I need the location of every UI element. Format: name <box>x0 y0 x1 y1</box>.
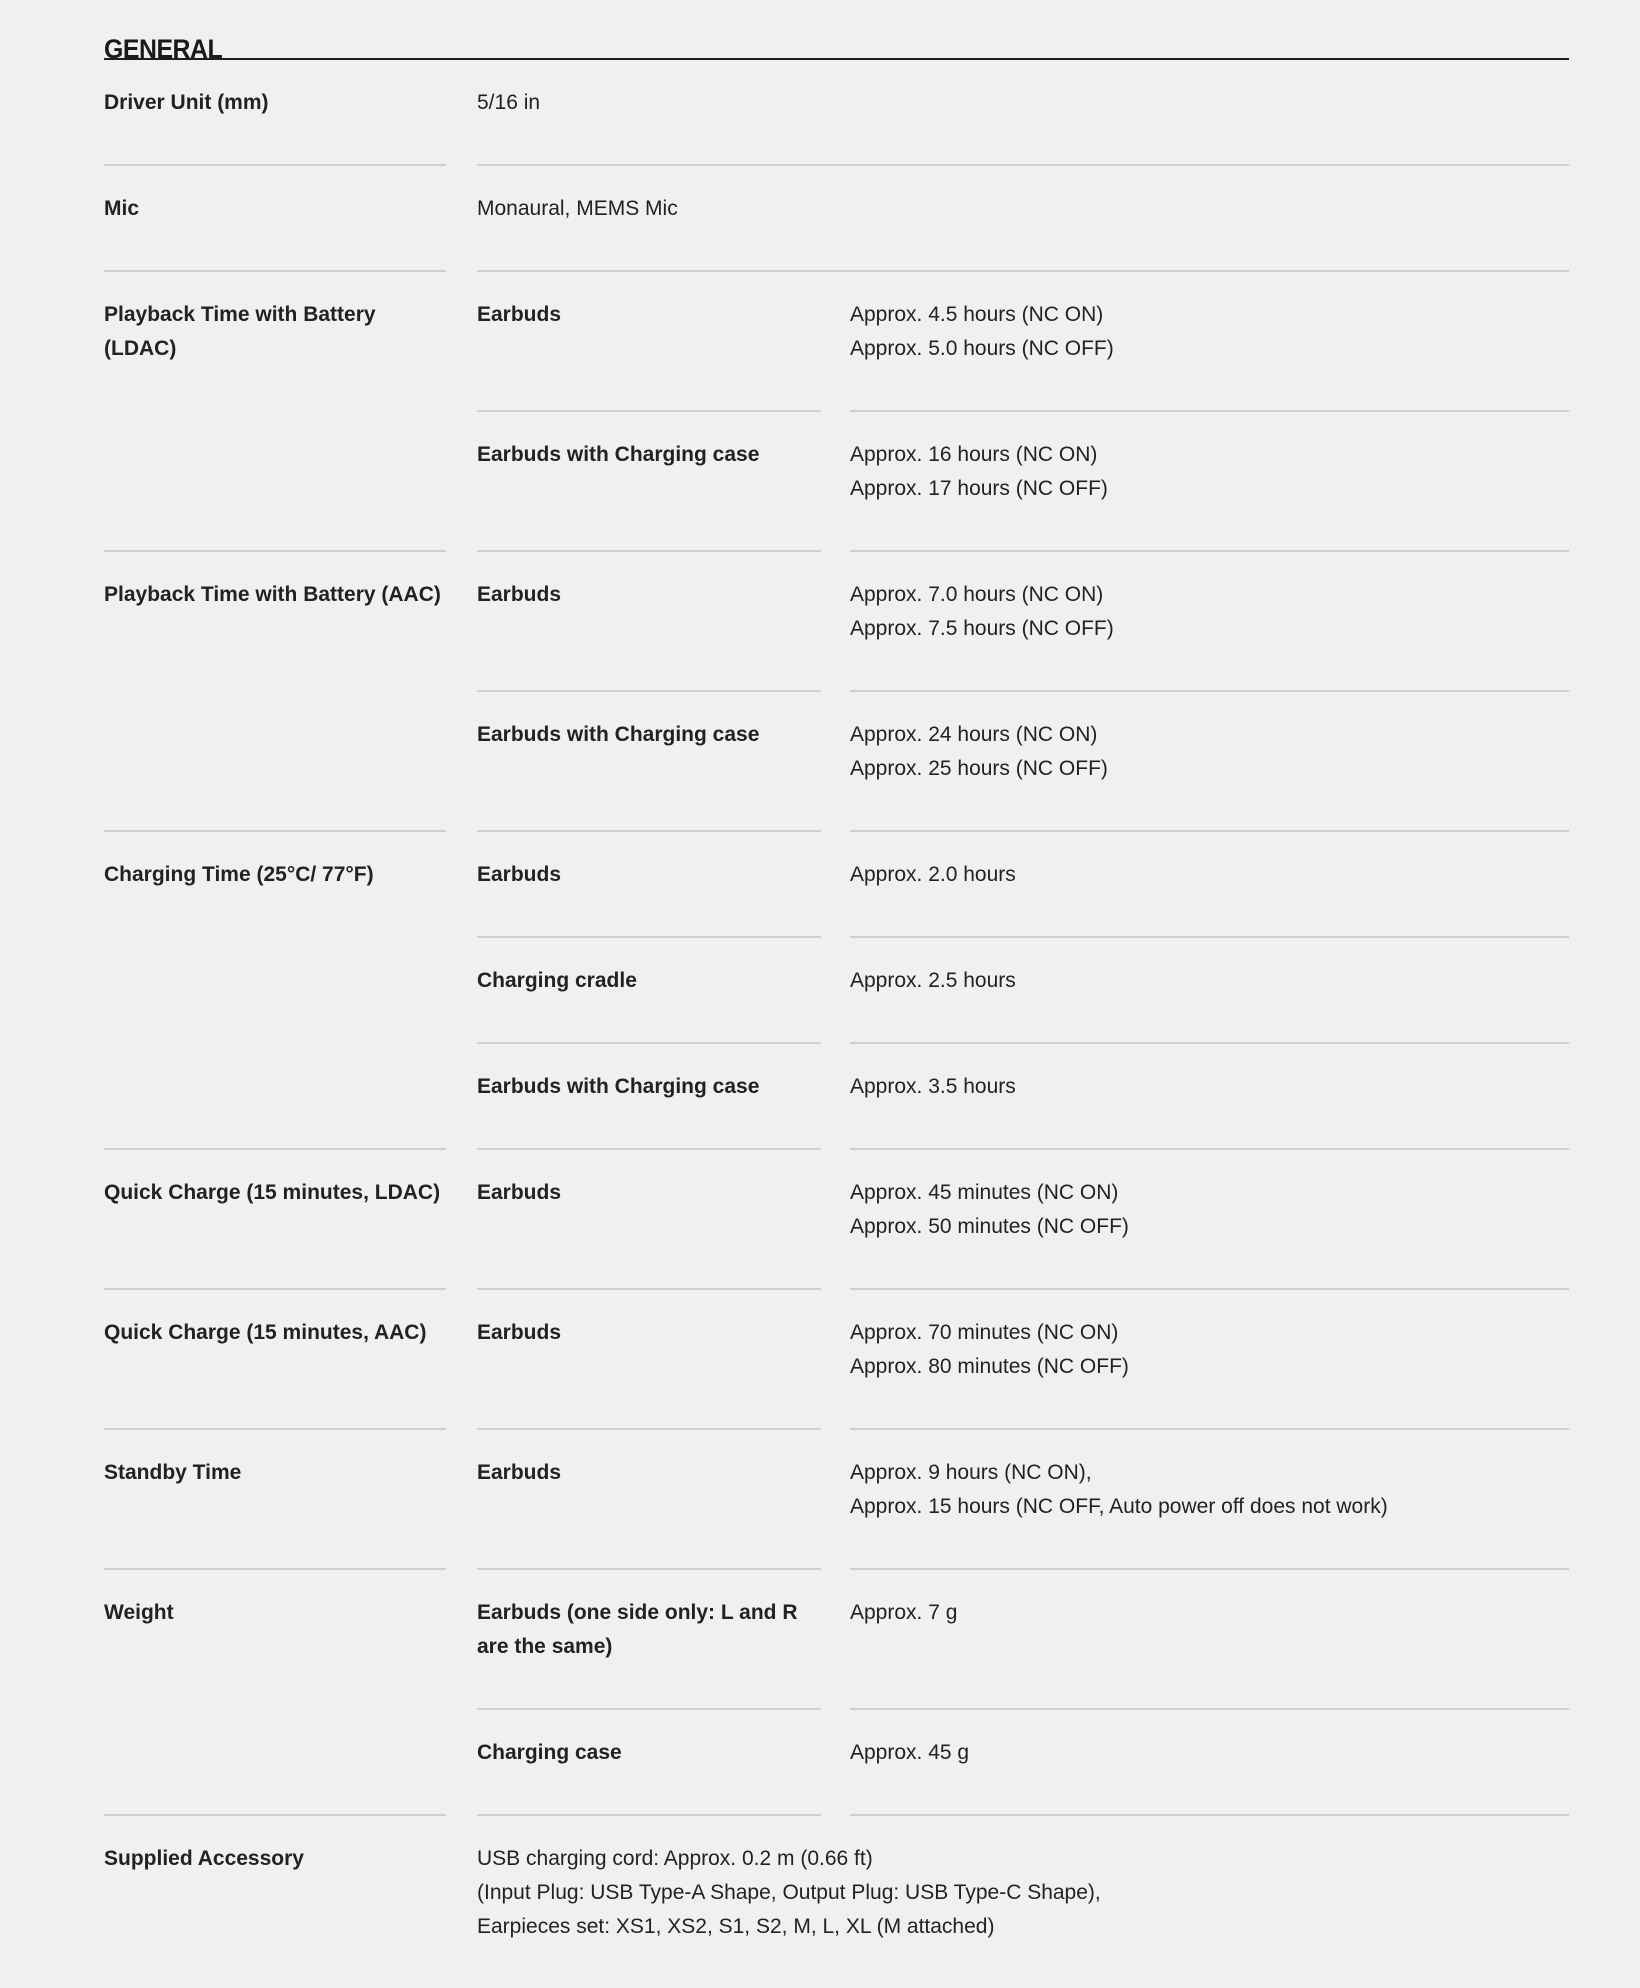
spec-sublabel: Earbuds <box>477 1290 821 1430</box>
spec-value-line: Approx. 80 minutes (NC OFF) <box>850 1355 1129 1378</box>
spec-value-line: Approx. 3.5 hours <box>850 1075 1016 1098</box>
spec-value <box>850 1150 1569 1290</box>
spec-subrow <box>477 1290 1569 1430</box>
spec-subrow <box>477 1570 1569 1710</box>
spec-sublabel: Earbuds with Charging case <box>477 1044 821 1150</box>
spec-sublabel: Earbuds with Charging case <box>477 692 821 832</box>
spec-value-line: Approx. 2.5 hours <box>850 969 1016 992</box>
section-title: GENERAL <box>104 34 223 64</box>
spec-values <box>477 272 1569 552</box>
spec-row <box>104 1430 1569 1570</box>
spec-value-line: Approx. 17 hours (NC OFF) <box>850 477 1108 500</box>
spec-values <box>477 1570 1569 1816</box>
spec-value <box>850 552 1569 692</box>
spec-label: Weight <box>104 1570 446 1816</box>
spec-sublabel: Earbuds <box>477 552 821 692</box>
spec-value-line: Approx. 45 g <box>850 1741 970 1764</box>
spec-value: Monaural, MEMS Mic <box>477 166 1569 272</box>
spec-values <box>477 1430 1569 1570</box>
spec-subrow <box>477 938 1569 1044</box>
spec-value: 5/16 in <box>477 60 1569 166</box>
spec-value-line: USB charging cord: Approx. 0.2 m (0.66 ft) <box>477 1847 873 1870</box>
spec-values <box>477 1816 1569 1988</box>
spec-value <box>850 1430 1569 1570</box>
spec-subrow <box>477 552 1569 692</box>
spec-label: Standby Time <box>104 1430 446 1570</box>
spec-sublabel: Charging cradle <box>477 938 821 1044</box>
spec-row <box>104 1816 1569 1988</box>
spec-value-line: (Input Plug: USB Type-A Shape, Output Plug: USB Type-C Shape), <box>477 1881 1101 1904</box>
spec-value-line: Earpieces set: XS1, XS2, S1, S2, M, L, XL (M attached) <box>477 1915 995 1938</box>
spec-label: Driver Unit (mm) <box>104 60 446 166</box>
spec-values <box>477 832 1569 1150</box>
spec-subrow <box>477 692 1569 832</box>
spec-value-line: Approx. 4.5 hours (NC ON) <box>850 303 1104 326</box>
spec-value-line: Approx. 24 hours (NC ON) <box>850 723 1098 746</box>
spec-row <box>104 1570 1569 1816</box>
spec-value-line: Approx. 16 hours (NC ON) <box>850 443 1098 466</box>
spec-label: Quick Charge (15 minutes, LDAC) <box>104 1150 446 1290</box>
spec-values <box>477 166 1569 272</box>
spec-values <box>477 552 1569 832</box>
spec-value <box>850 1044 1569 1150</box>
spec-label: Charging Time (25°C/ 77°F) <box>104 832 446 1150</box>
spec-value <box>850 1570 1569 1710</box>
spec-value-line: Approx. 7.5 hours (NC OFF) <box>850 617 1114 640</box>
spec-value-line: Approx. 5.0 hours (NC OFF) <box>850 337 1114 360</box>
spec-value <box>850 412 1569 552</box>
spec-section <box>104 0 1569 1988</box>
spec-table <box>104 60 1569 1988</box>
spec-value <box>477 1816 1569 1988</box>
spec-value-line: Approx. 7.0 hours (NC ON) <box>850 583 1104 606</box>
spec-row <box>104 60 1569 166</box>
spec-sublabel: Charging case <box>477 1710 821 1816</box>
spec-value-line: Approx. 2.0 hours <box>850 863 1016 886</box>
spec-value-line: Approx. 7 g <box>850 1601 958 1624</box>
spec-value <box>850 272 1569 412</box>
spec-value-line: Approx. 15 hours (NC OFF, Auto power off does not work) <box>850 1495 1388 1518</box>
spec-label: Quick Charge (15 minutes, AAC) <box>104 1290 446 1430</box>
spec-sublabel: Earbuds <box>477 1430 821 1570</box>
spec-subrow <box>477 1430 1569 1570</box>
spec-subrow <box>477 272 1569 412</box>
spec-subrow <box>477 1044 1569 1150</box>
spec-value-line: Approx. 9 hours (NC ON), <box>850 1461 1092 1484</box>
spec-sublabel: Earbuds <box>477 832 821 938</box>
spec-subrow <box>477 832 1569 938</box>
spec-label: Playback Time with Battery (LDAC) <box>104 272 446 552</box>
spec-values <box>477 60 1569 166</box>
spec-row <box>104 272 1569 552</box>
spec-subrow <box>477 412 1569 552</box>
spec-label: Mic <box>104 166 446 272</box>
spec-values <box>477 1150 1569 1290</box>
spec-value <box>850 1290 1569 1430</box>
spec-label: Playback Time with Battery (AAC) <box>104 552 446 832</box>
spec-value <box>850 692 1569 832</box>
spec-value-line: Approx. 45 minutes (NC ON) <box>850 1181 1119 1204</box>
spec-row <box>104 1150 1569 1290</box>
spec-row <box>104 166 1569 272</box>
spec-row <box>104 552 1569 832</box>
spec-value-line: Approx. 25 hours (NC OFF) <box>850 757 1108 780</box>
spec-row <box>104 832 1569 1150</box>
spec-value-line: Approx. 70 minutes (NC ON) <box>850 1321 1119 1344</box>
spec-values <box>477 1290 1569 1430</box>
spec-sublabel: Earbuds <box>477 272 821 412</box>
spec-value <box>850 938 1569 1044</box>
spec-sublabel: Earbuds (one side only: L and R are the same) <box>477 1570 821 1710</box>
spec-sublabel: Earbuds <box>477 1150 821 1290</box>
spec-value-line: Approx. 50 minutes (NC OFF) <box>850 1215 1129 1238</box>
spec-label: Supplied Accessory <box>104 1847 304 1870</box>
spec-value <box>850 832 1569 938</box>
spec-value <box>850 1710 1569 1816</box>
spec-sublabel: Earbuds with Charging case <box>477 412 821 552</box>
spec-subrow <box>477 1150 1569 1290</box>
spec-row <box>104 1290 1569 1430</box>
spec-subrow <box>477 1710 1569 1816</box>
